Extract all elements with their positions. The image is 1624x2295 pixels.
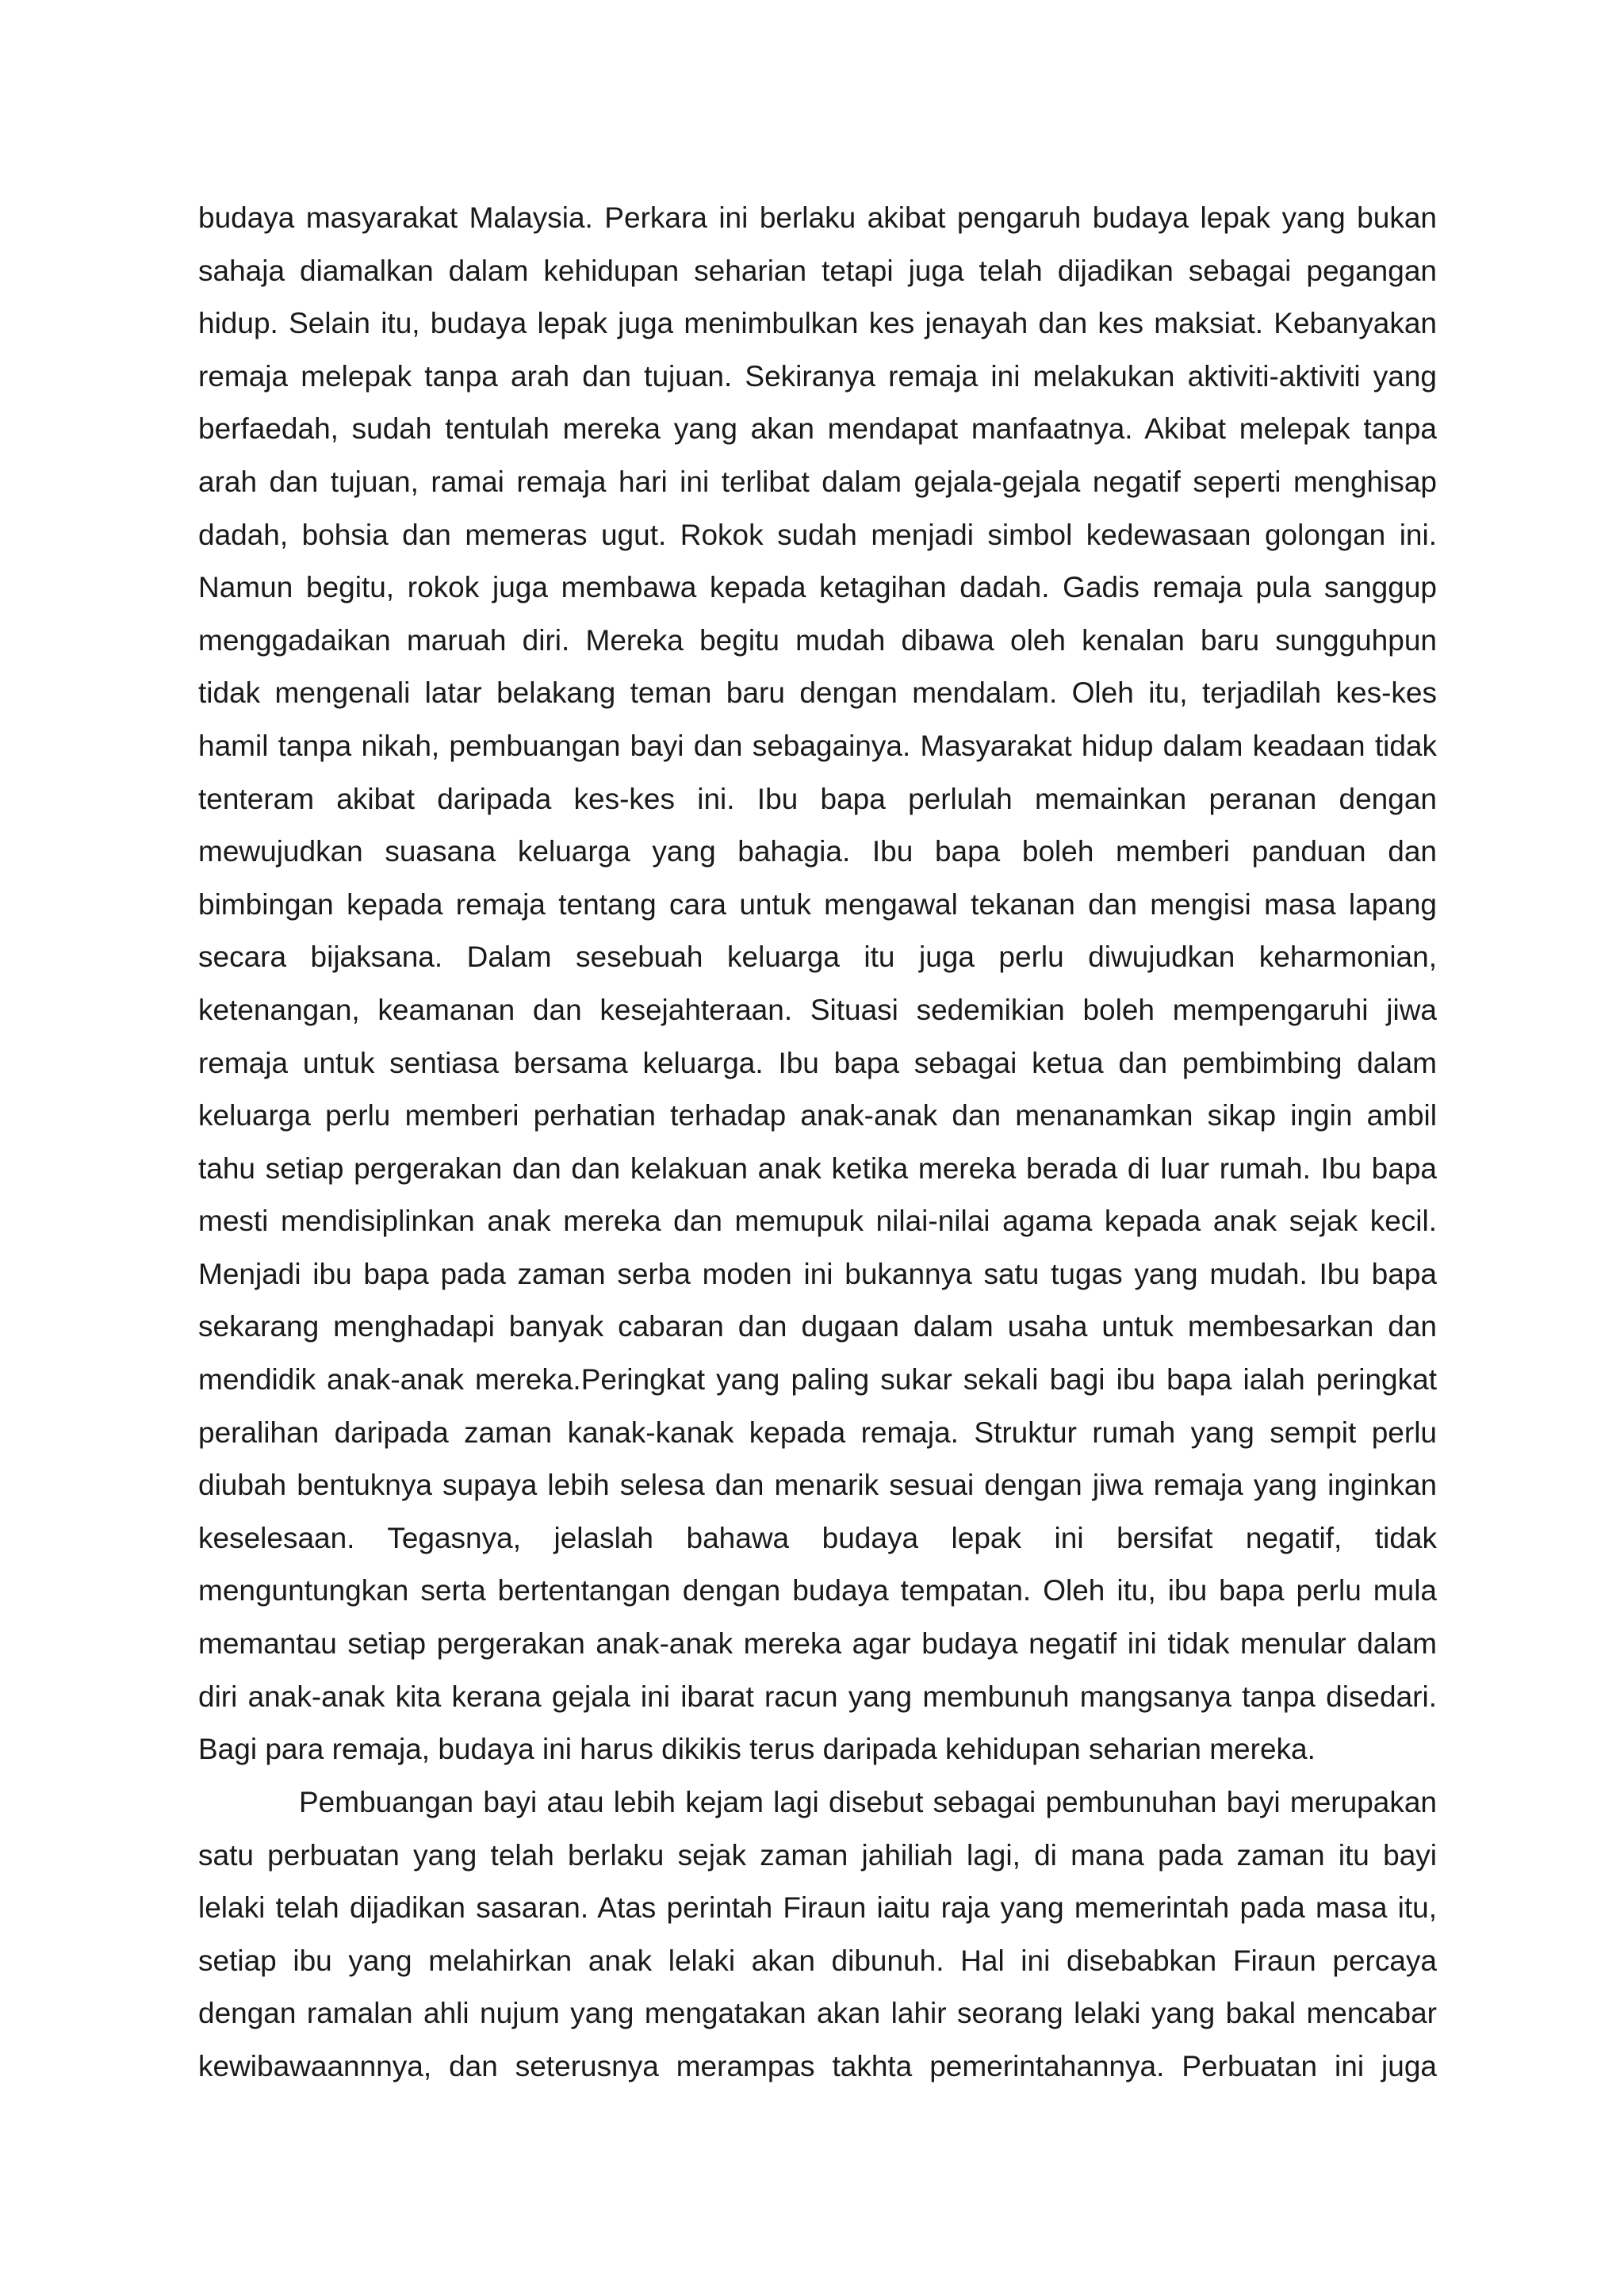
text-line: diubah bentuknya supaya lebih selesa dan menarik sesuai dengan jiwa remaja yang inginkan xyxy=(198,1469,1437,1502)
text-line: Bagi para remaja, budaya ini harus dikikis terus daripada kehidupan seharian mereka. xyxy=(198,1733,1316,1766)
text-line: setiap ibu yang melahirkan anak lelaki akan dibunuh. Hal ini disebabkan Firaun percaya xyxy=(198,1944,1437,1977)
text-line: memantau setiap pergerakan anak-anak mereka agar budaya negatif ini tidak menular dalam xyxy=(198,1627,1437,1661)
text-line: bimbingan kepada remaja tentang cara untuk mengawal tekanan dan mengisi masa lapang xyxy=(198,887,1437,921)
text-line: diri anak-anak kita kerana gejala ini ibarat racun yang membunuh mangsanya tanpa disedari. xyxy=(198,1680,1437,1713)
text-line: ketenangan, keamanan dan kesejahteraan. Situasi sedemikian boleh mempengaruhi jiwa xyxy=(198,993,1437,1026)
text-line: berfaedah, sudah tentulah mereka yang akan mendapat manfaatnya. Akibat melepak tanpa xyxy=(198,412,1437,446)
text-line: budaya masyarakat Malaysia. Perkara ini berlaku akibat pengaruh budaya lepak yang bukan xyxy=(198,201,1437,234)
text-line: menguntungkan serta bertentangan dengan budaya tempatan. Oleh itu, ibu bapa perlu mula xyxy=(198,1574,1437,1607)
text-line: mesti mendisiplinkan anak mereka dan memupuk nilai-nilai agama kepada anak sejak kecil. xyxy=(198,1205,1437,1238)
text-line: satu perbuatan yang telah berlaku sejak zaman jahiliah lagi, di mana pada zaman itu bayi xyxy=(198,1838,1437,1872)
text-line: Menjadi ibu bapa pada zaman serba moden ini bukannya satu tugas yang mudah. Ibu bapa xyxy=(198,1257,1437,1290)
text-line: mewujudkan suasana keluarga yang bahagia. Ibu bapa boleh memberi panduan dan xyxy=(198,835,1437,868)
text-line: keselesaan. Tegasnya, jelaslah bahawa budaya lepak ini bersifat negatif, tidak xyxy=(198,1521,1437,1554)
paragraph-1 xyxy=(198,192,1437,1776)
text-line: arah dan tujuan, ramai remaja hari ini terlibat dalam gejala-gejala negatif seperti menghisap xyxy=(198,465,1437,498)
text-line: mendidik anak-anak mereka.Peringkat yang paling sukar sekali bagi ibu bapa ialah peringkat xyxy=(198,1363,1437,1397)
text-line: sekarang menghadapi banyak cabaran dan dugaan dalam usaha untuk membesarkan dan xyxy=(198,1310,1437,1343)
text-line: hamil tanpa nikah, pembuangan bayi dan sebagainya. Masyarakat hidup dalam keadaan tidak xyxy=(198,729,1437,762)
text-line: dengan ramalan ahli nujum yang mengatakan akan lahir seorang lelaki yang bakal mencabar xyxy=(198,1997,1437,2030)
text-line: lelaki telah dijadikan sasaran. Atas perintah Firaun iaitu raja yang memerintah pada masa itu, xyxy=(198,1891,1437,1925)
text-line: dadah, bohsia dan memeras ugut. Rokok sudah menjadi simbol kedewasaan golongan ini. xyxy=(198,518,1437,551)
paragraph-2 xyxy=(198,1776,1437,2094)
text-line: keluarga perlu memberi perhatian terhadap anak-anak dan menanamkan sikap ingin ambil xyxy=(198,1099,1437,1132)
text-line: tidak mengenali latar belakang teman baru dengan mendalam. Oleh itu, terjadilah kes-kes xyxy=(198,676,1437,710)
text-line: tenteram akibat daripada kes-kes ini. Ibu bapa perlulah memainkan peranan dengan xyxy=(198,782,1437,815)
text-line: peralihan daripada zaman kanak-kanak kepada remaja. Struktur rumah yang sempit perlu xyxy=(198,1416,1437,1449)
text-line: remaja untuk sentiasa bersama keluarga. Ibu bapa sebagai ketua dan pembimbing dalam xyxy=(198,1046,1437,1079)
text-line: sahaja diamalkan dalam kehidupan seharian tetapi juga telah dijadikan sebagai pegangan xyxy=(198,254,1437,287)
text-line: menggadaikan maruah diri. Mereka begitu mudah dibawa oleh kenalan baru sungguhpun xyxy=(198,623,1437,657)
text-line: secara bijaksana. Dalam sesebuah keluarga itu juga perlu diwujudkan keharmonian, xyxy=(198,941,1437,974)
text-line: Namun begitu, rokok juga membawa kepada ketagihan dadah. Gadis remaja pula sanggup xyxy=(198,571,1437,604)
text-line: kewibawaannnya, dan seterusnya merampas takhta pemerintahannya. Perbuatan ini juga xyxy=(198,2049,1437,2082)
text-line: Pembuangan bayi atau lebih kejam lagi disebut sebagai pembunuhan bayi merupakan xyxy=(299,1786,1437,1818)
text-line: hidup. Selain itu, budaya lepak juga menimbulkan kes jenayah dan kes maksiat. Kebanyakan xyxy=(198,307,1437,340)
text-line: remaja melepak tanpa arah dan tujuan. Sekiranya remaja ini melakukan aktiviti-aktiviti yang xyxy=(198,359,1437,393)
text-line: tahu setiap pergerakan dan dan kelakuan anak ketika mereka berada di luar rumah. Ibu bapa xyxy=(198,1151,1437,1185)
